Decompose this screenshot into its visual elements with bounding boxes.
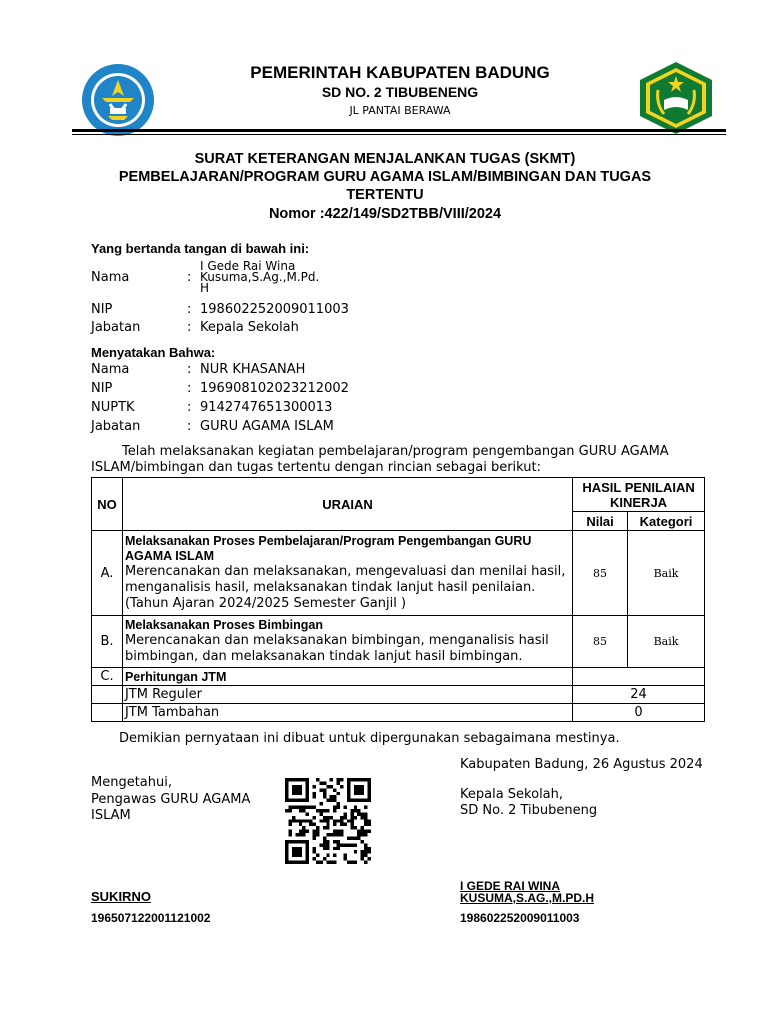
colon: : — [187, 270, 192, 285]
declare-intro: Menyatakan Bahwa: — [91, 345, 216, 360]
header-divider-thin — [72, 134, 726, 135]
right-sign-name-line2: KUSUMA,S.AG.,M.PD.H — [460, 891, 595, 905]
tut-wuri-logo — [80, 62, 156, 138]
signer-nip-label: NIP — [91, 302, 113, 317]
jtm-tambahan-blank — [92, 704, 123, 722]
row-b-uraian — [122, 616, 572, 668]
table-row — [92, 531, 705, 616]
jtm-reguler-blank — [92, 686, 123, 704]
colon: : — [187, 320, 192, 335]
subject-name-value: NUR KHASANAH — [200, 362, 306, 377]
table-head-hasil: HASIL PENILAIAN KINERJA — [573, 478, 705, 512]
school-heading: SD NO. 2 TIBUBENENG — [321, 84, 479, 100]
gov-heading: PEMERINTAH KABUPATEN BADUNG — [250, 63, 550, 82]
doc-title-line3: TERTENTU — [346, 187, 424, 203]
row-a-no: A. — [92, 531, 123, 616]
row-a-nilai: 85 — [573, 531, 628, 616]
jtm-reguler-label: JTM Reguler — [122, 686, 572, 704]
body-paragraph-line2: ISLAM/bimbingan dan tugas tertentu dengan rincian sebagai berikut: — [91, 460, 542, 475]
left-sign-name: SUKIRNO — [91, 889, 151, 904]
subject-jabatan-value: GURU AGAMA ISLAM — [200, 419, 334, 434]
colon: : — [187, 419, 192, 434]
right-sign-name — [460, 880, 594, 904]
doc-number: Nomor :422/149/SD2TBB/VIII/2024 — [268, 206, 502, 222]
row-b-title: Melaksanakan Proses Bimbingan — [124, 618, 323, 632]
row-c-no: C. — [92, 668, 123, 686]
row-c-empty — [573, 668, 705, 686]
table-head-nilai: Nilai — [573, 512, 628, 531]
row-c-title: Perhitungan JTM — [122, 668, 572, 686]
table-row — [92, 704, 705, 722]
colon: : — [187, 400, 192, 415]
left-sign-line1: Mengetahui, — [91, 775, 172, 790]
left-sign-line3: ISLAM — [91, 808, 131, 823]
colon: : — [187, 381, 192, 396]
right-sign-nip: 198602252009011003 — [460, 911, 580, 925]
signer-name-line3: H — [200, 281, 210, 295]
row-b-no: B. — [92, 616, 123, 668]
qr-code — [285, 778, 371, 864]
table-row — [92, 668, 705, 686]
subject-nip-value: 196908102023212002 — [200, 381, 349, 396]
row-a-kategori: Baik — [628, 531, 705, 616]
jtm-reguler-value: 24 — [573, 686, 705, 704]
table-head-uraian: URAIAN — [122, 478, 572, 531]
signer-name-value — [200, 261, 319, 294]
colon: : — [187, 362, 192, 377]
performance-table — [91, 477, 705, 722]
table-row — [92, 616, 705, 668]
signer-name-line1: I Gede Rai Wina — [200, 259, 296, 273]
body-paragraph-line1: Telah melaksanakan kegiatan pembelajaran/program pengembangan GURU AGAMA — [122, 444, 669, 459]
table-head-kategori: Kategori — [628, 512, 705, 531]
subject-nip-label: NIP — [91, 381, 113, 396]
table-row — [92, 686, 705, 704]
jtm-tambahan-value: 0 — [573, 704, 705, 722]
row-b-kategori: Baik — [628, 616, 705, 668]
colon: : — [187, 302, 192, 317]
subject-nuptk-value: 9142747651300013 — [200, 400, 333, 415]
table-head-no: NO — [92, 478, 123, 531]
left-sign-nip: 196507122001121002 — [91, 911, 211, 925]
subject-nuptk-label: NUPTK — [91, 400, 135, 415]
doc-title-line1: SURAT KETERANGAN MENJALANKAN TUGAS (SKMT) — [194, 151, 576, 167]
closing-statement: Demikian pernyataan ini dibuat untuk dipergunakan sebagaimana mestinya. — [119, 731, 620, 746]
school-address: JL PANTAI BERAWA — [349, 104, 451, 117]
subject-name-label: Nama — [91, 362, 130, 377]
right-sign-name-line1: I GEDE RAI WINA — [460, 879, 561, 893]
jtm-tambahan-label: JTM Tambahan — [122, 704, 572, 722]
row-b-nilai: 85 — [573, 616, 628, 668]
subject-jabatan-label: Jabatan — [91, 419, 141, 434]
signer-jabatan-value: Kepala Sekolah — [200, 320, 299, 335]
right-sign-line2: SD No. 2 Tibubeneng — [460, 803, 598, 818]
row-a-desc: Merencanakan dan melaksanakan, mengevaluasi dan menilai hasil, menganalisis hasil, melaksanakan tindak lanjut hasil penilaian. (Tahun Ajaran 2024/2025 Semester Ganjil ) — [124, 564, 566, 611]
signer-name-line2: Kusuma,S.Ag.,M.Pd. — [200, 270, 320, 284]
doc-title-line2: PEMBELAJARAN/PROGRAM GURU AGAMA ISLAM/BIMBINGAN DAN TUGAS — [118, 169, 652, 185]
header-divider-thick — [72, 129, 726, 132]
row-a-title: Melaksanakan Proses Pembelajaran/Program Pengembangan GURU AGAMA ISLAM — [124, 534, 532, 563]
row-a-uraian — [122, 531, 572, 616]
left-sign-line2: Pengawas GURU AGAMA — [91, 792, 251, 807]
right-sign-line1: Kepala Sekolah, — [460, 787, 564, 802]
signer-intro: Yang bertanda tangan di bawah ini: — [91, 241, 310, 256]
row-b-desc: Merencanakan dan melaksanakan bimbingan, menganalisis hasil bimbingan, dan melaksanakan tindak lanjut hasil bimbingan. — [124, 633, 549, 664]
signer-jabatan-label: Jabatan — [91, 320, 141, 335]
signer-nip-value: 198602252009011003 — [200, 302, 349, 317]
place-date: Kabupaten Badung, 26 Agustus 2024 — [460, 757, 703, 772]
kemenag-logo — [638, 60, 714, 136]
signer-name-label: Nama — [91, 270, 130, 285]
